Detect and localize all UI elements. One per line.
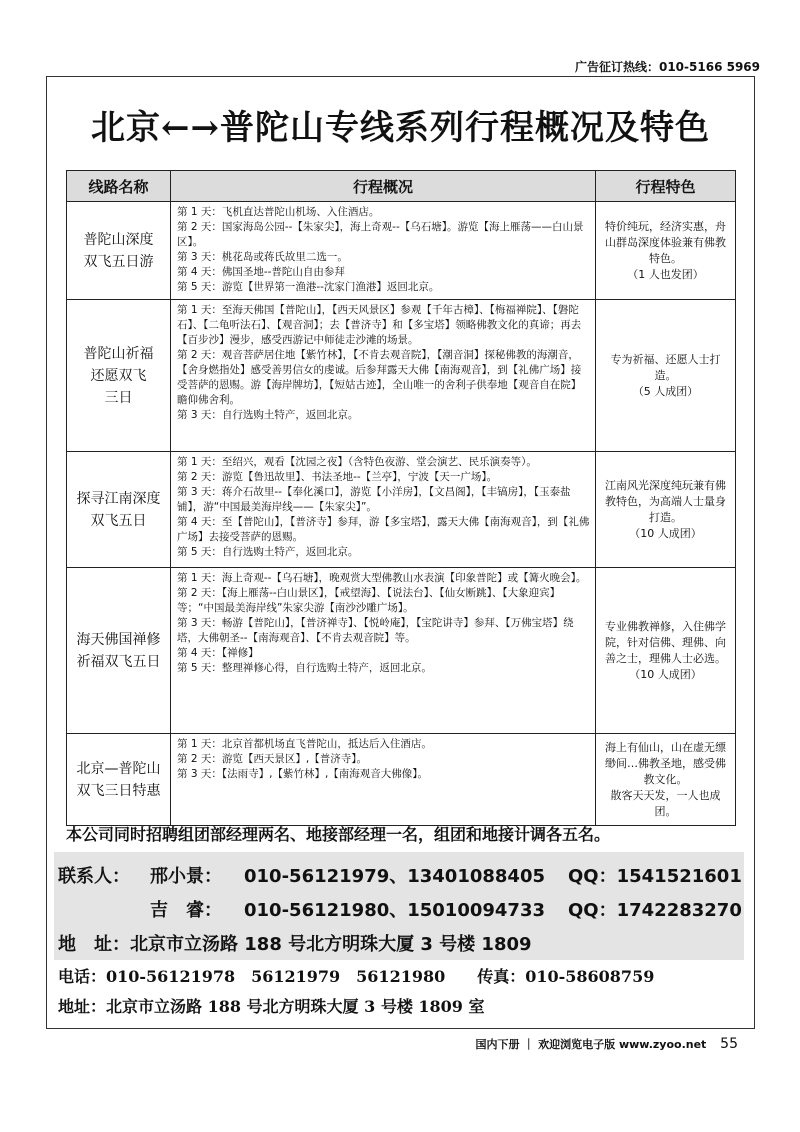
recruitment-notice: 本公司同时招聘组团部经理两名、地接部经理一名，组团和地接计调各五名。 [66,825,611,844]
route-name: 海天佛国禅修 祈福双飞五日 [67,568,171,734]
table-row [67,202,736,300]
footer-text: 国内下册 ｜ 欢迎浏览电子版 www.zyoo.net [475,1038,707,1051]
contact-qq: QQ：1742283270 [568,900,742,921]
route-plan: 第 1 天：至海天佛国【普陀山】，【西天风景区】参观【千年古樟】、【梅福禅院】、【磐陀石】、【二龟听法石】、【观音洞】；去【普济寺】和【多宝塔】领略佛教文化的真谛；再去【百步沙】漫步，感受西游记中师徒走沙滩的场景。 第 2 天：观音菩萨居住地【紫竹林】，【不肯去观音院】，【潮音洞】探秘佛教的海潮音，【舍身燃指处】感受善男信女的虔诚。后参拜露天大佛【南海观音】，到【礼佛广场】接受菩萨的恩赐。游【海岸牌坊】，【短姑古迹】，全山唯一的舍利子供奉地【观音自在院】瞻仰佛舍利。 第 3 天：自行选购土特产，返回北京。 [171,300,596,452]
route-name: 普陀山祈福 还愿双飞 三日 [67,300,171,452]
contact-name: 吉 睿： [150,900,222,921]
header-overview: 行程概况 [171,171,596,202]
table-row [67,452,736,568]
table-row [67,568,736,734]
page-number: 55 [720,1036,738,1052]
contact-phones: 010-56121979、13401088405 [244,866,546,887]
page-title: 北京←→普陀山专线系列行程概况及特色 [91,108,710,148]
route-feature: 江南风光深度纯玩兼有佛教特色，为高端人士量身打造。 （10 人成团） [596,452,736,568]
route-plan: 第 1 天：北京首都机场直飞普陀山，抵达后入住酒店。 第 2 天：游览【西天景区】,【普济寺】。 第 3 天：【法雨寺】,【紫竹林】,【南海观音大佛像】。 [171,734,596,826]
route-name: 探寻江南深度 双飞五日 [67,452,171,568]
route-feature: 专为祈福、还愿人士打造。 （5 人成团） [596,300,736,452]
itinerary-table [66,170,736,826]
table-row [67,734,736,826]
phone-fax-line: 电话：010-56121978 56121979 56121980 传真：010-58608759 [58,967,655,986]
route-name: 普陀山深度 双飞五日游 [67,202,171,300]
contact-box [54,852,744,960]
contact-qq: QQ：1541521601 [568,866,742,887]
address-line: 地址：北京市立汤路 188 号北方明珠大厦 3 号楼 1809 室 [58,997,485,1016]
route-feature: 专业佛教禅修，入住佛学院，针对信佛、理佛、向善之士，理佛人士必选。 （10 人成团） [596,568,736,734]
page-footer [475,1036,738,1052]
route-feature: 海上有仙山，山在虚无缥缈间…佛教圣地，感受佛教文化。 散客天天发，一人也成团。 [596,734,736,826]
route-name: 北京—普陀山 双飞三日特惠 [67,734,171,826]
table-row [67,300,736,452]
route-plan: 第 1 天：飞机直达普陀山机场、入住酒店。 第 2 天：国家海岛公园--【朱家尖】，海上奇观--【乌石塘】。游览【海上雁荡——白山景区】。 第 3 天：桃花岛或蒋氏故里二选一。 第 4 天：佛国圣地--普陀山自由参拜 第 5 天：游览【世界第一渔港--沈家门渔港】返回北京。 [171,202,596,300]
header-route-name: 线路名称 [67,171,171,202]
table-header-row [67,171,736,202]
route-plan: 第 1 天：海上奇观--【乌石塘】，晚观赏大型佛教山水表演【印象普陀】或【篝火晚会】。 第 2 天：【海上雁荡--白山景区】，【戒望海】、【说法台】、【仙女断跳】、【大象迎宾】等；“中国最美海岸线”朱家尖游【南沙沙雕广场】。 第 3 天：畅游【普陀山】，【普济禅寺】、【悦岭庵】，【宝陀讲寺】参拜、【万佛宝塔】绕塔，大佛朝圣--【南海观音】、【不肯去观音院】等。 第 4 天：【禅修】 第 5 天：整理禅修心得，自行选购土特产，返回北京。 [171,568,596,734]
route-plan: 第 1 天：至绍兴，观看【沈园之夜】（含特色夜游、堂会演艺、民乐演奏等）。 第 2 天：游览【鲁迅故里】、书法圣地--【兰亭】，宁波【天一广场】。 第 3 天：蒋介石故里--【奉化溪口】，游览【小洋房】，【文昌阁】，【丰镐房】，【玉泰盐铺】，游“中国最美海岸线——【朱家尖】”。 第 4 天：至【普陀山】，【普济寺】参拜，游【多宝塔】，露天大佛【南海观音】，到【礼佛广场】去接受菩萨的恩赐。 第 5 天：自行选购土特产，返回北京。 [171,452,596,568]
header-features: 行程特色 [596,171,736,202]
route-feature: 特价纯玩，经济实惠，舟山群岛深度体验兼有佛教特色。 （1 人也发团） [596,202,736,300]
contact-phones: 010-56121980、15010094733 [244,900,546,921]
contact-name: 邢小景： [150,866,222,887]
ad-hotline: 广告征订热线：010-5166 5969 [574,60,760,74]
contact-address-text: 地 址：北京市立汤路 188 号北方明珠大厦 3 号楼 1809 [58,934,532,955]
contact-label: 联系人： [58,866,130,887]
